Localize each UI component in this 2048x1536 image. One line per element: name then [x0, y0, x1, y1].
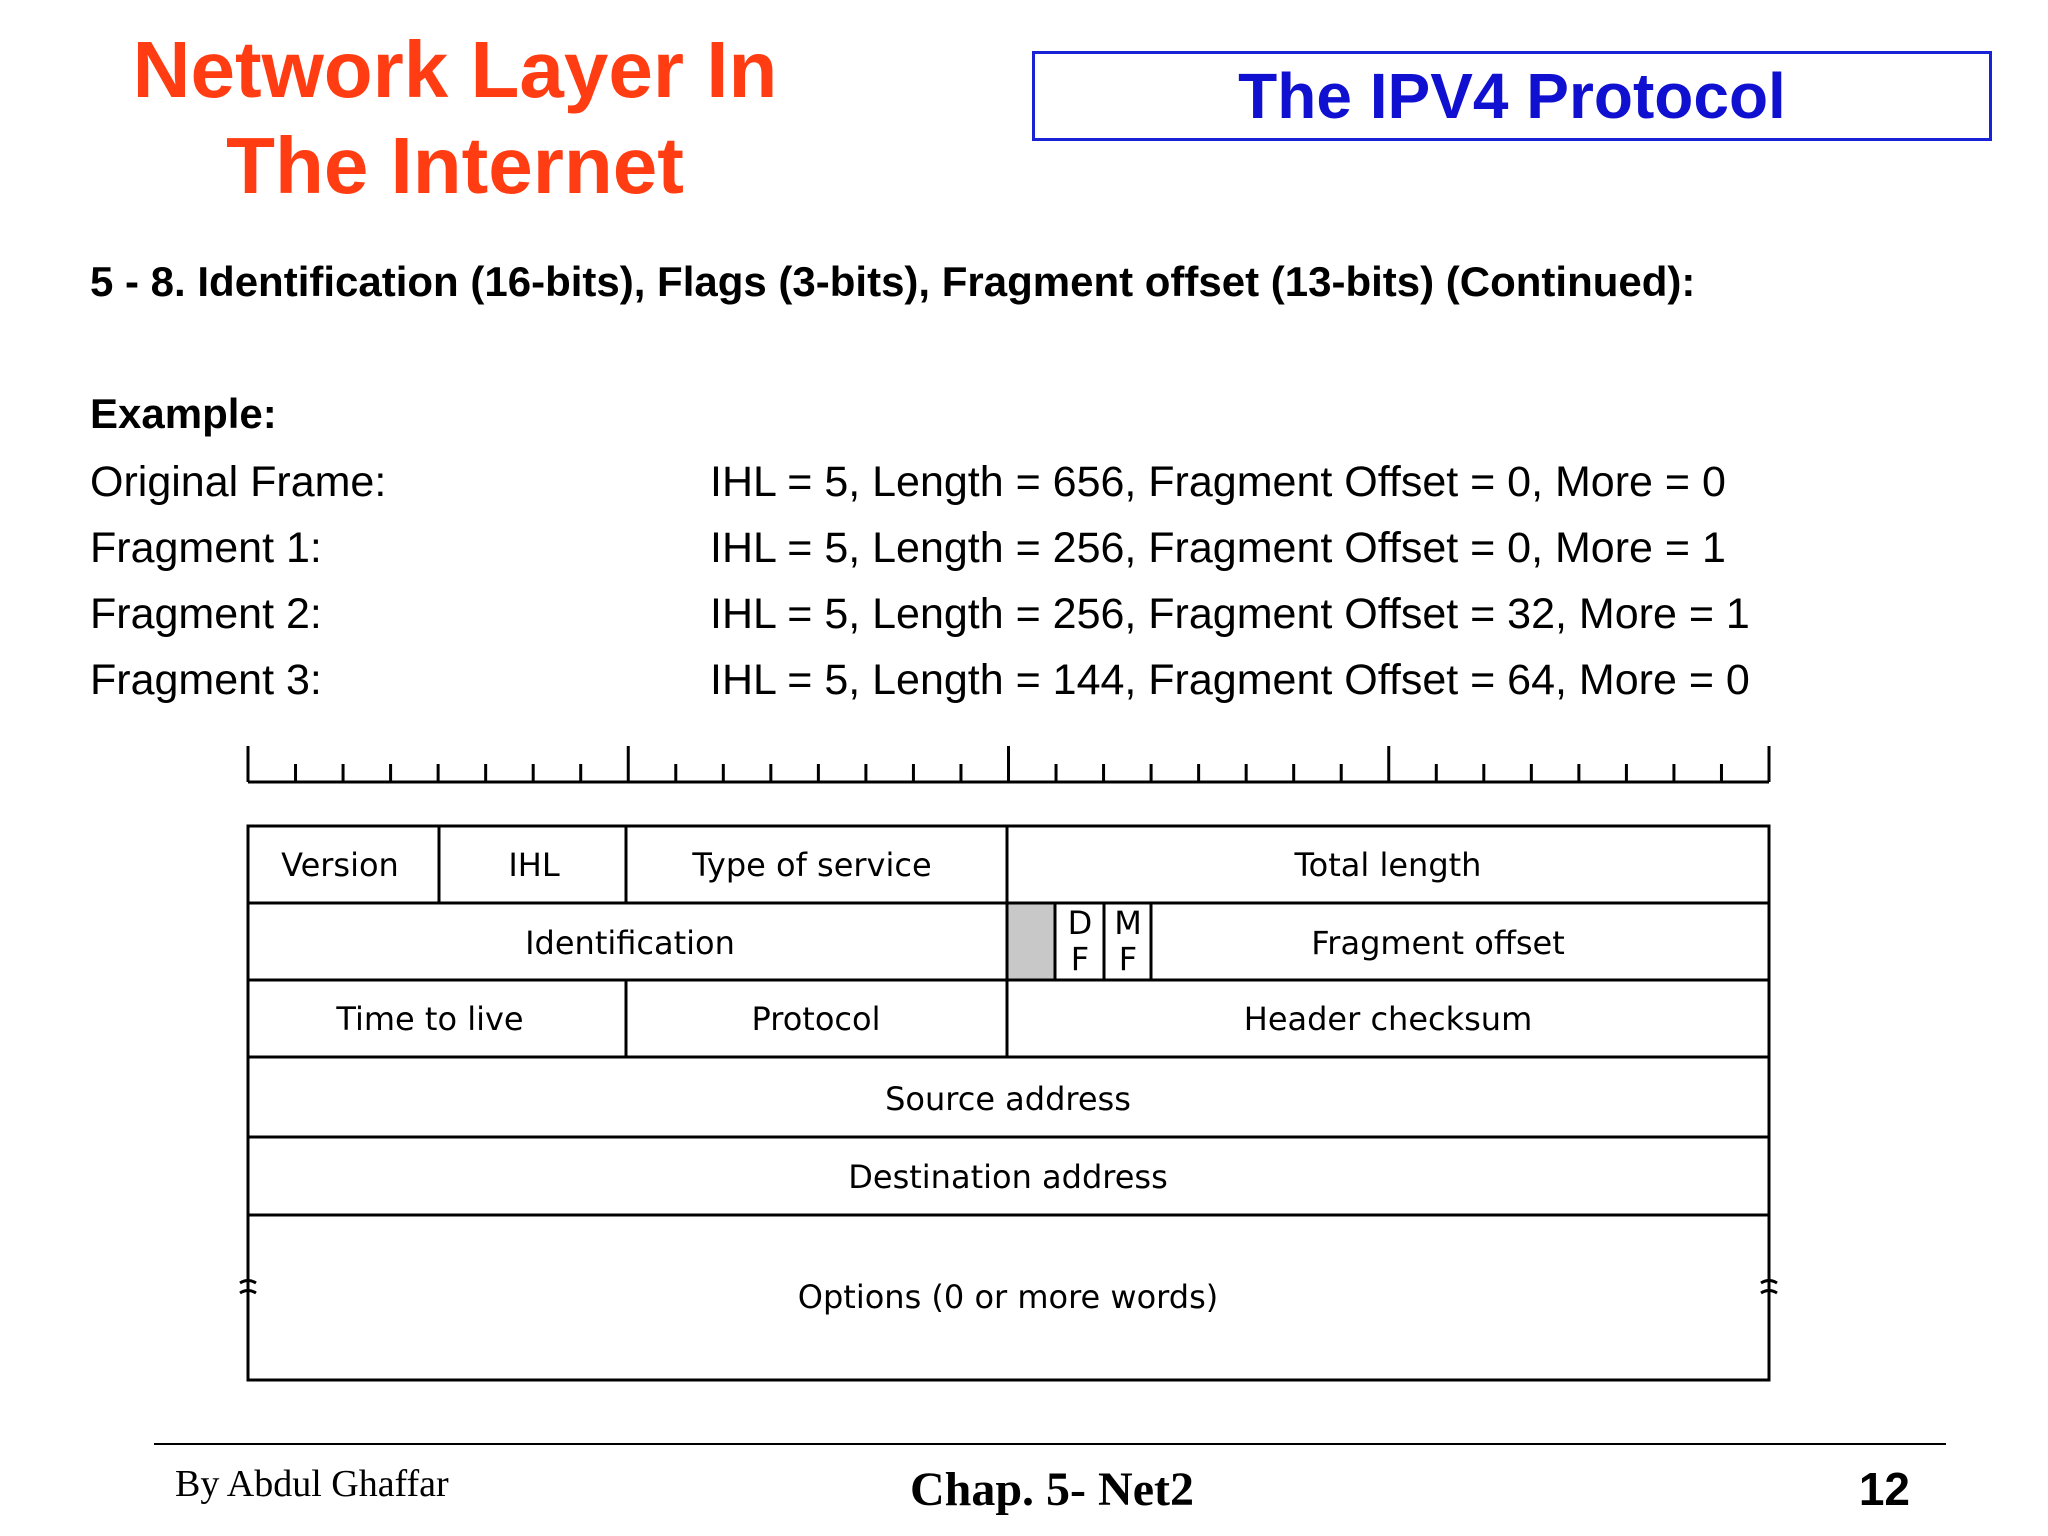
field-fragment-offset: Fragment offset — [1311, 924, 1565, 962]
footer-chapter: Chap. 5- Net2 — [910, 1463, 1194, 1516]
flag-df-top: D — [1067, 904, 1093, 942]
page-number: 12 — [1858, 1463, 1910, 1515]
field-source-address: Source address — [885, 1080, 1131, 1118]
field-destination-address: Destination address — [848, 1158, 1168, 1196]
field-type-of-service: Type of service — [692, 846, 932, 884]
field-ihl: IHL — [508, 846, 560, 884]
field-time-to-live: Time to live — [336, 1000, 524, 1038]
topic-title: The IPV4 Protocol — [1238, 60, 1786, 132]
field-protocol: Protocol — [751, 1000, 881, 1038]
example-row-value: IHL = 5, Length = 656, Fragment Offset = 0, More = 0 — [710, 458, 1726, 506]
example-row-label: Original Frame: — [90, 458, 387, 506]
field-options: Options (0 or more words) — [797, 1278, 1219, 1316]
title-line-1: Network Layer In — [132, 25, 778, 114]
bit-ruler — [248, 746, 1769, 782]
section-heading: 5 - 8. Identification (16-bits), Flags (3-bits), Fragment offset (13-bits) (Continued): — [90, 258, 1696, 305]
flag-mf-bottom: F — [1118, 940, 1138, 978]
footer-author: By Abdul Ghaffar — [175, 1463, 449, 1505]
example-row-label: Fragment 1: — [90, 524, 322, 572]
example-row-label: Fragment 3: — [90, 656, 322, 704]
field-identification: Identification — [525, 924, 735, 962]
footer-divider — [154, 1443, 1946, 1445]
flag-mf-top: M — [1114, 904, 1142, 942]
example-row-value: IHL = 5, Length = 256, Fragment Offset = 32, More = 1 — [710, 590, 1750, 638]
example-row-label: Fragment 2: — [90, 590, 322, 638]
title-line-2: The Internet — [226, 121, 684, 210]
example-label: Example: — [90, 390, 277, 437]
flag-reserved-cell — [1007, 903, 1055, 980]
example-row-value: IHL = 5, Length = 256, Fragment Offset = 0, More = 1 — [710, 524, 1726, 572]
field-header-checksum: Header checksum — [1243, 1000, 1533, 1038]
field-version: Version — [281, 846, 399, 884]
flag-df-bottom: F — [1070, 940, 1090, 978]
field-total-length: Total length — [1294, 846, 1482, 884]
example-row-value: IHL = 5, Length = 144, Fragment Offset = 64, More = 0 — [710, 656, 1750, 704]
